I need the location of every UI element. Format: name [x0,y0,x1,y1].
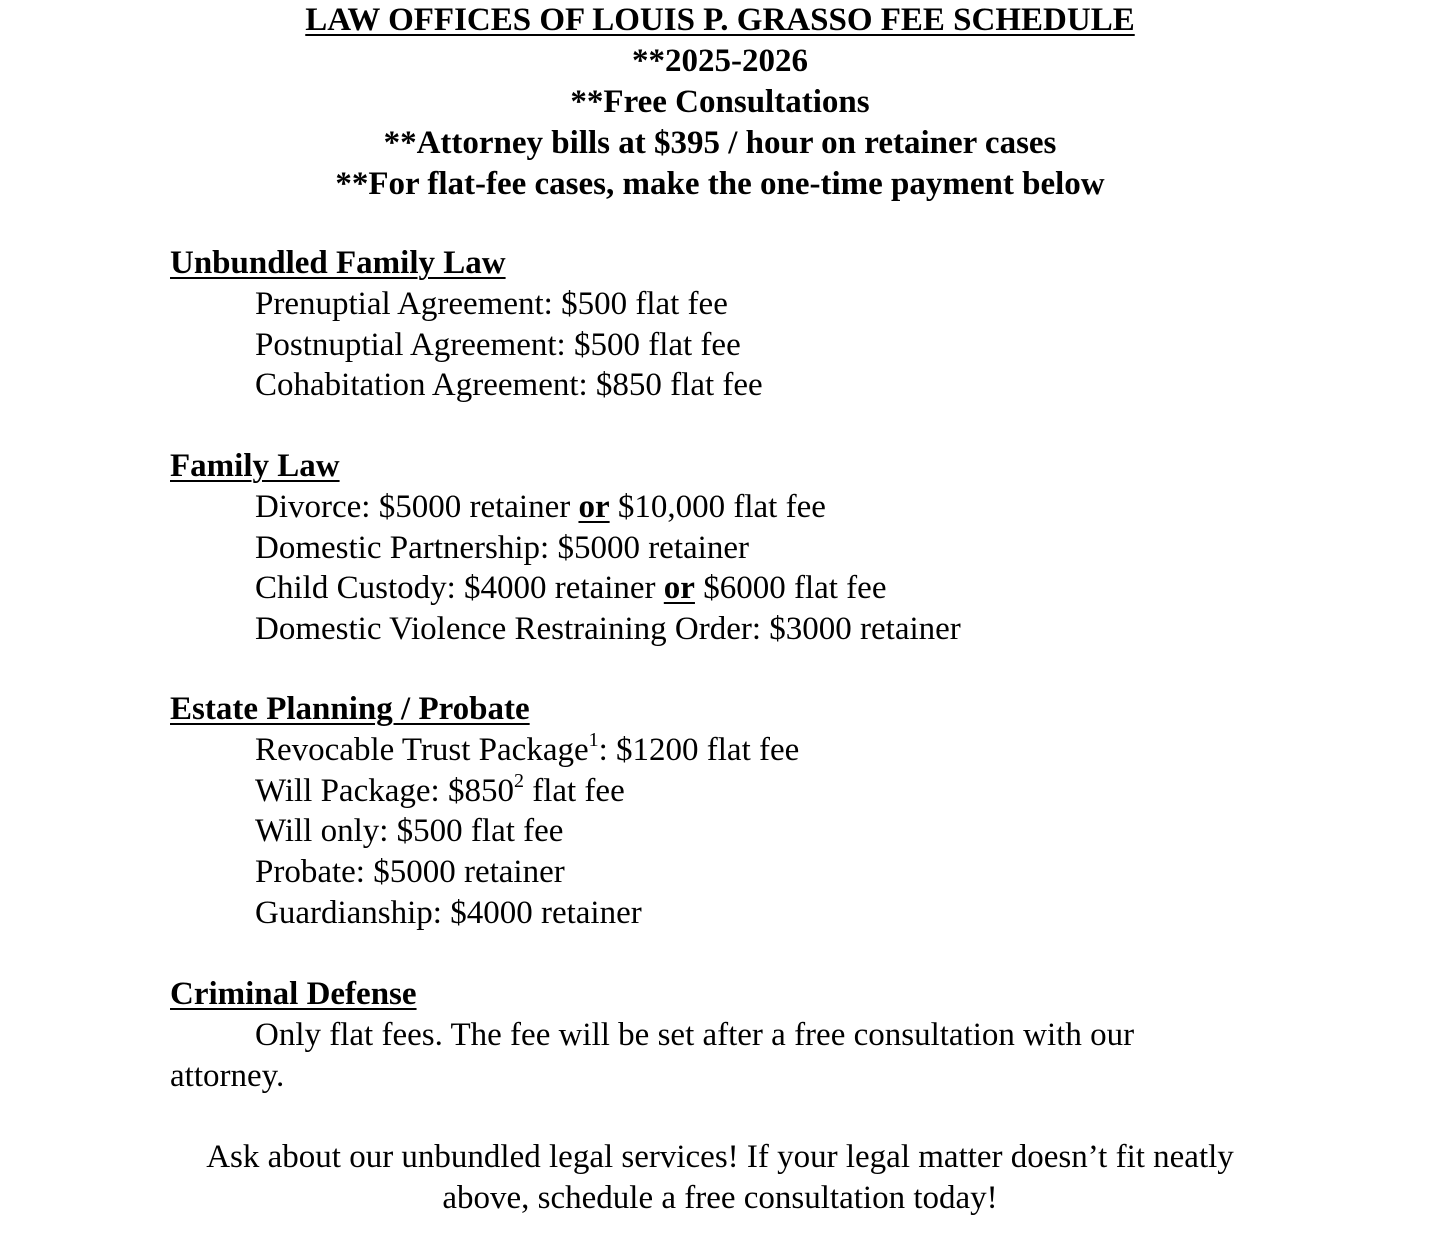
section-heading: Criminal Defense [170,976,417,1012]
section-unbundled-family-law [170,243,1290,406]
fee-item: Child Custody: $4000 retainer or $6000 flat fee [255,570,887,607]
section-heading: Estate Planning / Probate [170,691,530,727]
fee-item: Cohabitation Agreement: $850 flat fee [255,367,763,404]
header-line-years: **2025-2026 [632,43,808,79]
fee-item: Prenuptial Agreement: $500 flat fee [255,285,728,322]
fee-item: Postnuptial Agreement: $500 flat fee [255,326,741,363]
fee-item: Will Package: $\$850^2$ flat fee [255,769,625,809]
section-criminal-defense [170,974,1290,1096]
section-estate-planning-probate [170,689,1290,934]
footnote-marker: 1 [588,728,599,751]
document-header [0,0,1440,205]
section-family-law [170,446,1290,650]
fee-item: Probate: $5000 retainer [255,854,565,891]
fee-item: Divorce: $5000 retainer or $10,000 flat fee [255,488,826,525]
criminal-defense-paragraph-line1: Only flat fees. The fee will be set after a free consultation with our [255,1016,1135,1053]
closing-line1: Ask about our unbundled legal services! If your legal matter doesn’t fit neatly [206,1139,1234,1175]
fee-item: Will only: $500 flat fee [255,813,564,850]
closing-line2: above, schedule a free consultation today! [442,1180,998,1216]
criminal-defense-paragraph-line2: attorney. [170,1057,285,1094]
fee-item: Guardianship: $4000 retainer [255,894,642,931]
header-line-flat-fee-note: **For flat-fee cases, make the one-time payment below [335,166,1105,202]
footnote-marker: 2 [513,769,524,792]
closing-note [0,1137,1440,1219]
header-line-consultations: **Free Consultations [570,84,870,120]
fee-item: Revocable Trust Package$^1$: $1200 flat fee [255,728,800,768]
section-heading: Family Law [170,448,340,484]
document-title: LAW OFFICES OF LOUIS P. GRASSO FEE SCHEDULE [305,2,1135,38]
header-line-hourly-rate: **Attorney bills at $395 / hour on retainer cases [383,125,1057,161]
fee-item: Domestic Violence Restraining Order: $3000 retainer [255,611,961,648]
fee-item: Domestic Partnership: $5000 retainer [255,529,749,566]
section-heading: Unbundled Family Law [170,245,506,281]
